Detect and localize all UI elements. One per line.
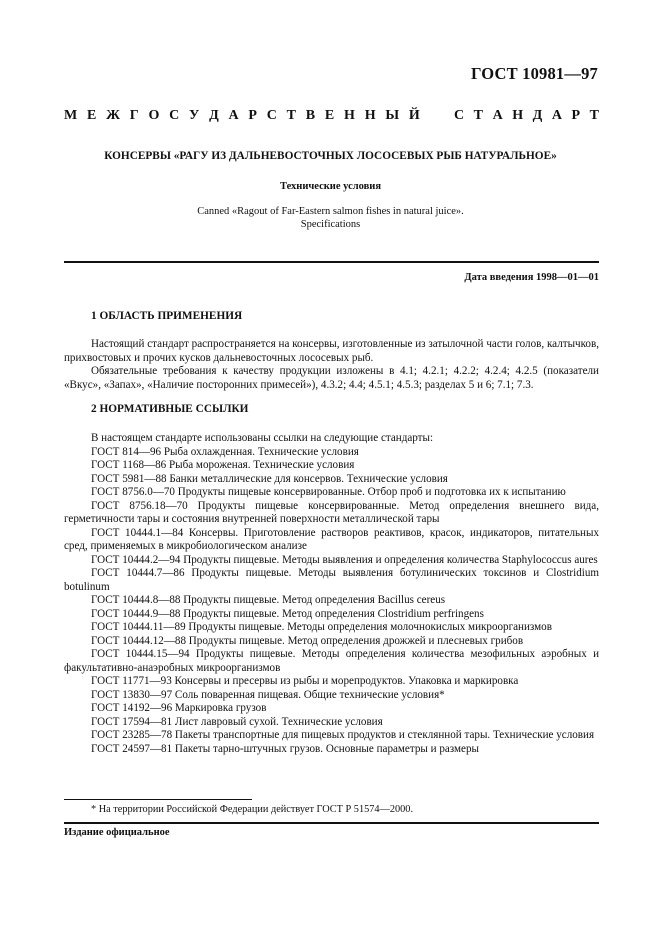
- reference-item: ГОСТ 17594—81 Лист лавровый сухой. Технические условия: [91, 715, 383, 728]
- reference-item: ГОСТ 10444.2—94 Продукты пищевые. Методы выявления и определения количества Staphylococcus aures: [91, 553, 598, 566]
- banner-letter: А: [228, 108, 239, 123]
- banner-letter: А: [551, 108, 562, 123]
- banner-letter: А: [492, 108, 503, 123]
- banner-letter: Т: [589, 108, 599, 123]
- reference-item: ГОСТ 8756.0—70 Продукты пищевые консервированные. Отбор проб и подготовка их к испытанию: [91, 486, 566, 498]
- footnote-divider: [64, 799, 252, 800]
- banner-letter: Т: [473, 108, 484, 123]
- banner-letter: Ж: [106, 108, 120, 123]
- banner-letter: Т: [286, 108, 297, 123]
- reference-item: ГОСТ 10444.9—88 Продукты пищевые. Метод определения Clostridium perfringens: [91, 607, 484, 620]
- banner-letter: У: [189, 108, 200, 123]
- banner-letter: Н: [344, 108, 355, 123]
- reference-item: ГОСТ 10444.8—88 Продукты пищевые. Метод определения Bacillus cereus: [91, 594, 446, 606]
- banner-letter: С: [169, 108, 180, 123]
- reference-item: ГОСТ 10444.12—88 Продукты пищевые. Метод определения дрожжей и плесневых грибов: [91, 634, 524, 647]
- english-subtitle: Specifications: [300, 219, 361, 230]
- banner-letter: С: [454, 108, 465, 123]
- banner-word-interstate: [64, 108, 420, 124]
- reference-item: ГОСТ 11771—93 Консервы и пресервы из рыбы и морепродуктов. Упаковка и маркировка: [91, 675, 519, 687]
- header-divider: [64, 261, 599, 263]
- section-1-paragraph-1: Настоящий стандарт распространяется на консервы, изготовленные из затылочной части голов, калтычков, прихвостовых и прочих кусков дальневосточных лососевых рыб.: [64, 338, 599, 364]
- banner-letter: О: [148, 108, 160, 123]
- document-subtitle: Технические условия: [279, 181, 382, 192]
- banner-letter: Г: [129, 108, 139, 123]
- banner-letter: В: [305, 108, 316, 123]
- section-1-heading: 1 ОБЛАСТЬ ПРИМЕНЕНИЯ: [91, 310, 243, 322]
- reference-item: ГОСТ 814—96 Рыба охлажденная. Технические условия: [91, 445, 359, 458]
- banner-letter: Р: [571, 108, 581, 123]
- banner-letter: М: [64, 108, 78, 123]
- introduction-date: Дата введения 1998—01—01: [464, 272, 599, 283]
- document-title: КОНСЕРВЫ «РАГУ ИЗ ДАЛЬНЕВОСТОЧНЫХ ЛОСОСЕВЫХ РЫБ НАТУРАЛЬНОЕ»: [104, 150, 557, 162]
- official-edition-label: Издание официальное: [64, 827, 170, 838]
- footer-divider: [64, 822, 599, 824]
- reference-item: ГОСТ 10444.15—94 Продукты пищевые. Методы определения количества мезофильных аэробных и факультативно-анаэробных микроорганизмов: [64, 648, 599, 674]
- banner-letter: Д: [532, 108, 543, 123]
- section-2-heading: 2 НОРМАТИВНЫЕ ССЫЛКИ: [91, 403, 249, 415]
- reference-item: ГОСТ 23285—78 Пакеты транспортные для пищевых продуктов и стеклянной тары. Технические условия: [91, 729, 595, 741]
- section-1-paragraph-2: Обязательные требования к качеству продукции изложены в 4.1; 4.2.1; 4.2.2; 4.2.4; 4.2.5 (показатели «Вкус», «Запах», «Наличие посторонних примесей»), 4.3.2; 4.4; 4.5.1; 4.5.3; разделах 5 и 6; 7.1; 7.3.: [64, 365, 599, 391]
- standard-banner: [64, 108, 599, 124]
- banner-letter: Ы: [385, 108, 400, 123]
- reference-item: ГОСТ 13830—97 Соль поваренная пищевая. Общие технические условия*: [91, 688, 445, 701]
- reference-item: ГОСТ 8756.18—70 Продукты пищевые консервированные. Метод определения внешнего вида, герметичности тары и состояния внутренней поверхности металлической тары: [64, 499, 599, 525]
- banner-word-standard: [454, 108, 599, 124]
- banner-letter: Р: [248, 108, 257, 123]
- banner-letter: Й: [408, 108, 420, 123]
- reference-item: ГОСТ 14192—96 Маркировка грузов: [91, 702, 267, 714]
- reference-item: ГОСТ 10444.7—86 Продукты пищевые. Методы выявления ботулинических токсинов и Clostridium botulinum: [64, 567, 599, 593]
- reference-item: ГОСТ 5981—88 Банки металлические для консервов. Технические условия: [91, 472, 448, 485]
- reference-item: ГОСТ 10444.11—89 Продукты пищевые. Методы определения молочнокислых микроорганизмов: [91, 621, 552, 633]
- references-intro: В настоящем стандарте использованы ссылки на следующие стандарты:: [91, 432, 434, 444]
- banner-letter: Е: [324, 108, 335, 123]
- footnote: * На территории Российской Федерации действует ГОСТ Р 51574—2000.: [91, 804, 414, 815]
- references-list: [64, 432, 599, 756]
- reference-item: ГОСТ 10444.1—84 Консервы. Приготовление растворов реактивов, красок, индикаторов, питательных сред, применяемых в микробиологическом анализе: [64, 526, 599, 552]
- document-code: ГОСТ 10981—97: [470, 64, 598, 83]
- english-title: Canned «Ragout of Far-Eastern salmon fishes in natural juice».: [197, 206, 464, 217]
- banner-letter: Е: [87, 108, 97, 123]
- banner-letter: Н: [364, 108, 376, 123]
- reference-item: ГОСТ 24597—81 Пакеты тарно-штучных грузов. Основные параметры и размеры: [91, 742, 479, 755]
- reference-item: ГОСТ 1168—86 Рыба мороженая. Технические условия: [91, 459, 355, 471]
- banner-letter: Д: [209, 108, 219, 123]
- banner-letter: Н: [512, 108, 524, 123]
- banner-letter: С: [266, 108, 277, 123]
